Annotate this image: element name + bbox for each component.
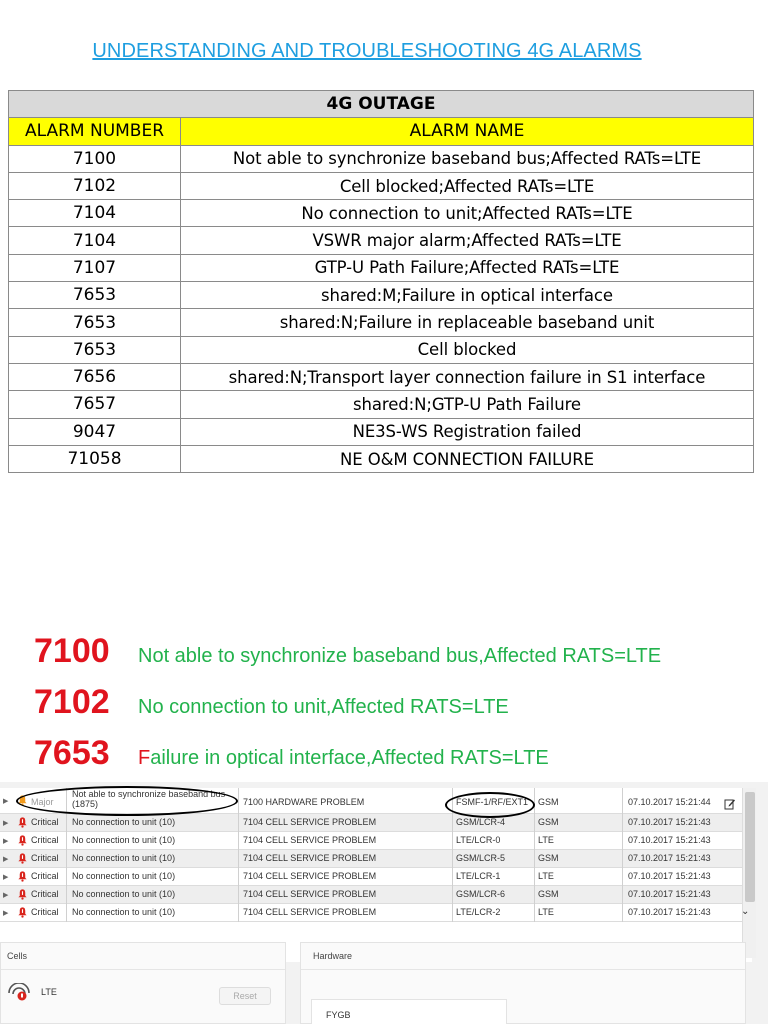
- table-row: [9, 172, 754, 199]
- alarm-name-cell: shared:N;Transport layer connection failure in S1 interface: [181, 363, 754, 390]
- alarm-name-cell: GTP-U Path Failure;Affected RATs=LTE: [181, 254, 754, 281]
- expand-arrow-icon[interactable]: ▶: [3, 874, 9, 881]
- critical-alarm-icon: [17, 852, 28, 864]
- expand-arrow-icon[interactable]: ▶: [3, 892, 9, 899]
- table-row[interactable]: [0, 868, 752, 886]
- alarm-description: Not able to synchronize baseband bus (1875): [72, 789, 226, 809]
- scroll-down-icon[interactable]: ⌄: [741, 906, 750, 917]
- scroll-thumb[interactable]: [745, 792, 755, 902]
- alarm-technology: GSM: [538, 853, 559, 863]
- table-row: [9, 391, 754, 418]
- alarm-time: 07.10.2017 15:21:43: [628, 853, 711, 863]
- alarm-name-cell: shared:M;Failure in optical interface: [181, 282, 754, 309]
- alarm-problem: 7100 HARDWARE PROBLEM: [243, 797, 365, 807]
- lte-cell-icon: [7, 983, 31, 1001]
- cells-panel-item: LTE: [41, 987, 57, 997]
- expand-arrow-icon[interactable]: ▶: [3, 910, 9, 917]
- alarm-technology: GSM: [538, 797, 559, 807]
- hardware-item-box[interactable]: [311, 999, 507, 1024]
- highlight-number: 7102: [34, 683, 110, 721]
- alarm-technology: LTE: [538, 835, 554, 845]
- expand-arrow-icon[interactable]: ▶: [3, 838, 9, 845]
- alarm-object: LTE/LCR-0: [456, 835, 501, 845]
- alarm-number-cell: 7653: [9, 282, 181, 309]
- critical-alarm-icon: [17, 870, 28, 882]
- alarm-problem: 7104 CELL SERVICE PROBLEM: [243, 871, 377, 881]
- alarm-object: GSM/LCR-6: [456, 889, 506, 899]
- table-row[interactable]: [0, 832, 752, 850]
- highlight-number: 7653: [34, 734, 110, 772]
- alarm-object: FSMF-1/RF/EXT1: [456, 797, 529, 807]
- column-header-alarm-name: ALARM NAME: [181, 118, 754, 145]
- highlight-text: No connection to unit,Affected RATS=LTE: [138, 696, 509, 718]
- highlight-number: 7100: [34, 632, 110, 670]
- severity-label: Critical: [31, 889, 59, 899]
- alarm-number-cell: 7104: [9, 200, 181, 227]
- alarm-technology: LTE: [538, 871, 554, 881]
- table-row: [9, 363, 754, 390]
- table-row[interactable]: [0, 904, 752, 922]
- highlight-text: [138, 747, 549, 770]
- critical-alarm-icon: [17, 888, 28, 900]
- alarm-technology: GSM: [538, 817, 559, 827]
- alarm-name-cell: NE O&M CONNECTION FAILURE: [181, 445, 754, 472]
- alarm-technology: LTE: [538, 907, 554, 917]
- edit-icon[interactable]: [724, 798, 736, 810]
- alarm-description: No connection to unit (10): [72, 835, 176, 845]
- table-header-row: [9, 118, 754, 145]
- table-row: [9, 282, 754, 309]
- alarm-name-cell: shared:N;Failure in replaceable baseband unit: [181, 309, 754, 336]
- table-row[interactable]: [0, 886, 752, 904]
- table-row: [9, 445, 754, 472]
- alarm-monitor-screenshot: [0, 782, 768, 1024]
- alarm-time: 07.10.2017 15:21:43: [628, 907, 711, 917]
- critical-alarm-icon: [17, 834, 28, 846]
- alarm-number-cell: 7102: [9, 172, 181, 199]
- cells-panel-title: Cells: [7, 951, 28, 961]
- table-caption: 4G OUTAGE: [9, 91, 754, 118]
- alarm-object: GSM/LCR-4: [456, 817, 506, 827]
- severity-label: Critical: [31, 907, 59, 917]
- highlight-first-letter: F: [138, 747, 151, 769]
- alarm-name-cell: Not able to synchronize baseband bus;Affected RATs=LTE: [181, 145, 754, 172]
- critical-alarm-icon: [17, 816, 28, 828]
- alarm-name-cell: NE3S-WS Registration failed: [181, 418, 754, 445]
- vertical-scrollbar[interactable]: [742, 788, 756, 958]
- alarm-time: 07.10.2017 15:21:43: [628, 889, 711, 899]
- alarm-table: [8, 90, 754, 473]
- expand-arrow-icon[interactable]: ▶: [3, 820, 9, 827]
- alarm-description: No connection to unit (10): [72, 871, 176, 881]
- severity-label: Critical: [31, 853, 59, 863]
- alarm-number-cell: 7656: [9, 363, 181, 390]
- alarm-time: 07.10.2017 15:21:43: [628, 835, 711, 845]
- alarm-time: 07.10.2017 15:21:43: [628, 817, 711, 827]
- table-row: [9, 254, 754, 281]
- table-row: [9, 309, 754, 336]
- alarm-name-cell: shared:N;GTP-U Path Failure: [181, 391, 754, 418]
- highlight-ellipse: [16, 786, 238, 816]
- highlight-text: Not able to synchronize baseband bus,Affected RATS=LTE: [138, 645, 662, 667]
- table-row[interactable]: [0, 814, 752, 832]
- alarm-number-cell: 7653: [9, 309, 181, 336]
- alarm-description: No connection to unit (10): [72, 907, 176, 917]
- alarm-description: No connection to unit (10): [72, 889, 176, 899]
- alarm-number-cell: 7104: [9, 227, 181, 254]
- page-title[interactable]: UNDERSTANDING AND TROUBLESHOOTING 4G ALARMS: [92, 40, 642, 62]
- alarm-name-cell: VSWR major alarm;Affected RATs=LTE: [181, 227, 754, 254]
- alarm-object: GSM/LCR-5: [456, 853, 506, 863]
- highlight-row: [34, 632, 661, 680]
- hardware-panel-title: Hardware: [313, 951, 353, 961]
- alarm-problem: 7104 CELL SERVICE PROBLEM: [243, 889, 377, 899]
- alarm-name-cell: Cell blocked: [181, 336, 754, 363]
- expand-arrow-icon[interactable]: ▶: [3, 856, 9, 863]
- critical-alarm-icon: [17, 906, 28, 918]
- column-header-alarm-number: ALARM NUMBER: [9, 118, 181, 145]
- alarm-name-cell: No connection to unit;Affected RATs=LTE: [181, 200, 754, 227]
- alarm-problem: 7104 CELL SERVICE PROBLEM: [243, 853, 377, 863]
- alarm-description: No connection to unit (10): [72, 817, 176, 827]
- cells-panel: [0, 942, 286, 1024]
- severity-label: Critical: [31, 835, 59, 845]
- alarm-technology: GSM: [538, 889, 559, 899]
- table-row: [9, 200, 754, 227]
- alarm-description: No connection to unit (10): [72, 853, 176, 863]
- alarm-problem: 7104 CELL SERVICE PROBLEM: [243, 907, 377, 917]
- alarm-object: LTE/LCR-1: [456, 871, 501, 881]
- alarm-number-cell: 71058: [9, 445, 181, 472]
- alarm-name-cell: Cell blocked;Affected RATs=LTE: [181, 172, 754, 199]
- highlight-row: [34, 683, 509, 731]
- alarm-problem: 7104 CELL SERVICE PROBLEM: [243, 835, 377, 845]
- alarm-problem: 7104 CELL SERVICE PROBLEM: [243, 817, 377, 827]
- alarm-number-cell: 7100: [9, 145, 181, 172]
- table-caption-row: [9, 91, 754, 118]
- severity-label: Critical: [31, 871, 59, 881]
- severity-label: Critical: [31, 817, 59, 827]
- reset-button[interactable]: Reset: [219, 987, 271, 1005]
- alarm-number-cell: 7107: [9, 254, 181, 281]
- table-row: [9, 145, 754, 172]
- table-row[interactable]: [0, 850, 752, 868]
- alarm-number-cell: 7657: [9, 391, 181, 418]
- alarm-number-cell: 7653: [9, 336, 181, 363]
- table-row: [9, 418, 754, 445]
- severity-label: Major: [31, 797, 54, 807]
- expand-arrow-icon[interactable]: ▶: [3, 798, 9, 805]
- alarm-list-grid: [0, 788, 752, 962]
- hardware-item: FYGB: [326, 1010, 351, 1020]
- highlight-ellipse: [445, 792, 535, 818]
- hardware-panel: [300, 942, 746, 1024]
- table-row: [9, 336, 754, 363]
- highlight-text-rest: ailure in optical interface,Affected RATS=LTE: [150, 747, 549, 769]
- alarm-time: 07.10.2017 15:21:44: [628, 797, 711, 807]
- highlight-row: [34, 734, 549, 782]
- alarm-object: LTE/LCR-2: [456, 907, 501, 917]
- table-row: [9, 227, 754, 254]
- alarm-time: 07.10.2017 15:21:43: [628, 871, 711, 881]
- alarm-number-cell: 9047: [9, 418, 181, 445]
